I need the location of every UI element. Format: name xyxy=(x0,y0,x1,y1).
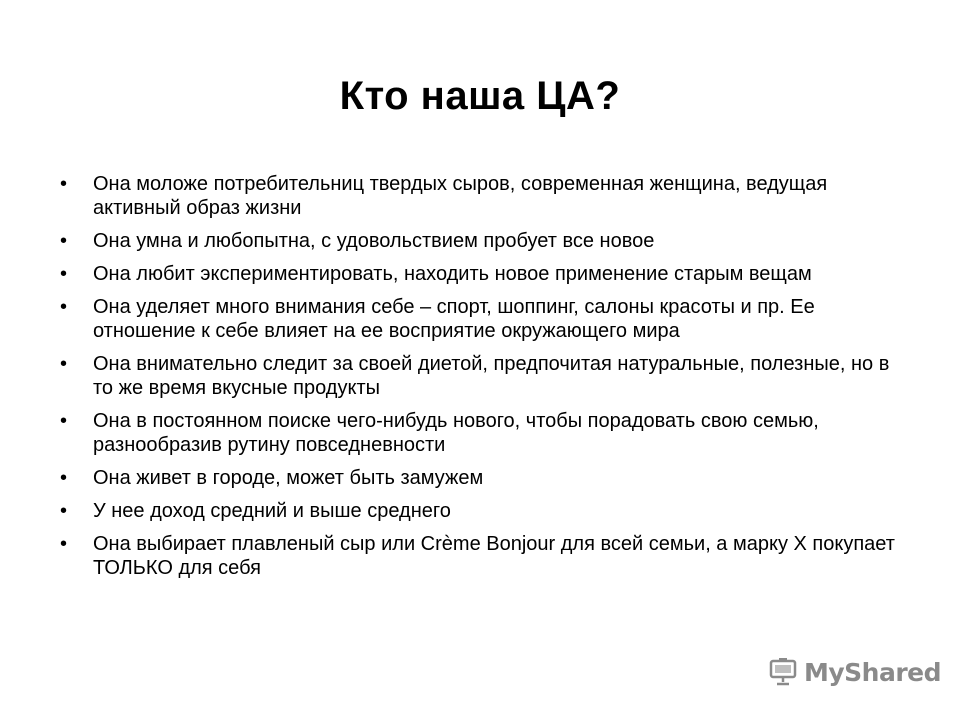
list-item xyxy=(60,352,910,400)
bullet-text: Она в постоянном поиске чего-нибудь нового, чтобы порадовать свою семью, разнообразив рутину повседневности xyxy=(93,410,819,456)
bullet-text: Она живет в городе, может быть замужем xyxy=(93,467,484,489)
bullet-text: Она внимательно следит за своей диетой, предпочитая натуральные, полезные, но в то же время вкусные продукты xyxy=(93,353,890,399)
bullet-marker: • xyxy=(60,173,68,195)
list-item xyxy=(60,499,910,523)
list-item xyxy=(60,262,910,286)
list-item xyxy=(60,295,910,343)
bullet-marker: • xyxy=(60,533,68,555)
bullet-marker: • xyxy=(60,410,68,432)
list-item xyxy=(60,532,910,580)
list-item xyxy=(60,409,910,457)
bullet-text: Она любит экспериментировать, находить новое применение старым вещам xyxy=(93,263,812,285)
bullet-marker: • xyxy=(60,500,68,522)
list-item xyxy=(60,172,910,220)
list-item xyxy=(60,466,910,490)
bullet-marker: • xyxy=(60,296,68,318)
watermark-text: MyShared xyxy=(804,657,942,687)
bullet-text: Она уделяет много внимания себе – спорт, шоппинг, салоны красоты и пр. Ее отношение к себе влияет на ее восприятие окружающего мира xyxy=(93,296,815,342)
bullet-text: Она выбирает плавленый сыр или Crème Bonjour для всей семьи, а марку Х покупает ТОЛЬКО для себя xyxy=(93,533,895,579)
bullet-list xyxy=(60,172,910,589)
bullet-marker: • xyxy=(60,467,68,489)
bullet-text: Она умна и любопытна, с удовольствием пробует все новое xyxy=(93,230,655,252)
watermark xyxy=(768,655,941,689)
bullet-text: Она моложе потребительниц твердых сыров, современная женщина, ведущая активный образ жизни xyxy=(93,173,828,219)
bullet-marker: • xyxy=(60,263,68,285)
bullet-marker: • xyxy=(60,353,68,375)
bullet-marker: • xyxy=(60,230,68,252)
slide-title: Кто наша ЦА? xyxy=(339,74,621,118)
presentation-board-icon xyxy=(768,657,798,687)
list-item xyxy=(60,229,910,253)
bullet-text: У нее доход средний и выше среднего xyxy=(93,500,451,522)
